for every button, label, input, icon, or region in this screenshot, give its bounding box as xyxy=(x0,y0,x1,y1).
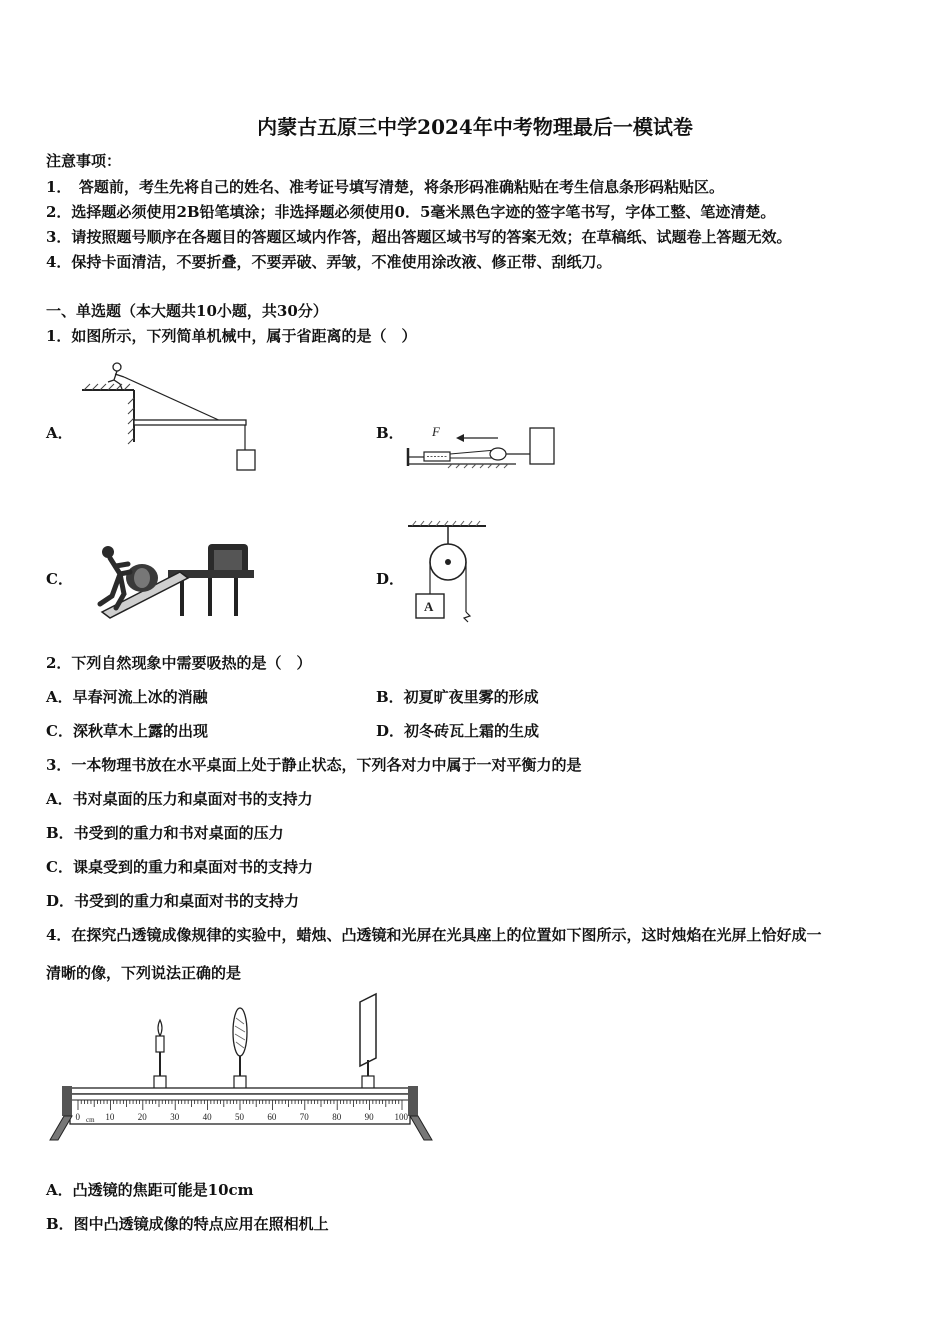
q4-stem-line2: 清晰的像，下列说法正确的是 xyxy=(46,964,242,982)
q2-option-c: C．深秋草木上露的出现 xyxy=(46,722,208,740)
notice-item-3: 3．请按照题号顺序在各题目的答题区域内作答，超出答题区域书写的答案无效；在草稿纸、试题卷上答题无效。 xyxy=(46,228,792,246)
q2-option-a: A．早春河流上冰的消融 xyxy=(46,688,208,706)
q3-option-c: C．课桌受到的重力和桌面对书的支持力 xyxy=(46,858,313,876)
q3-option-d: D．书受到的重力和桌面对书的支持力 xyxy=(46,892,300,910)
q3-option-a: A．书对桌面的压力和桌面对书的支持力 xyxy=(46,790,313,808)
ruler-label: 70 xyxy=(299,1112,309,1122)
q1-stem: 1．如图所示，下列简单机械中，属于省距离的是（ ） xyxy=(46,327,417,345)
q4-option-a: A．凸透镜的焦距可能是10cm xyxy=(46,1181,254,1199)
q1-option-b-label: B． xyxy=(376,424,404,442)
ruler-label: 60 xyxy=(267,1112,277,1122)
q4-option-b: B．图中凸透镜成像的特点应用在照相机上 xyxy=(46,1215,329,1233)
ruler-label: 100 xyxy=(394,1112,408,1122)
notice-item-2: 2．选择题必须使用2B铅笔填涂；非选择题必须使用0．5毫米黑色字迹的签字笔书写，字体工整、笔迹清楚。 xyxy=(46,203,776,221)
q3-stem: 3．一本物理书放在水平桌面上处于静止状态，下列各对力中属于一对平衡力的是 xyxy=(46,756,582,774)
ruler-label: 0 xyxy=(75,1112,80,1122)
ruler-label: 40 xyxy=(202,1112,212,1122)
q2-option-b: B．初夏旷夜里雾的形成 xyxy=(376,688,539,706)
ruler-label: 90 xyxy=(364,1112,374,1122)
q2-option-d: D．初冬砖瓦上霜的生成 xyxy=(376,722,540,740)
q4-stem-line1: 4．在探究凸透镜成像规律的实验中，蜡烛、凸透镜和光屏在光具座上的位置如下图所示，这时烛焰在光屏上恰好成一 xyxy=(46,926,822,944)
q4-figure-optical-bench xyxy=(44,990,438,1146)
q1-figure-d-pulley xyxy=(404,518,494,626)
q1-figure-c-ramp xyxy=(72,538,262,622)
q1-figure-b-force-label: F xyxy=(432,424,440,439)
q1-figure-b-pulley xyxy=(404,420,564,472)
q1-figure-a-lever xyxy=(78,358,268,478)
ruler-label: 80 xyxy=(332,1112,342,1122)
q3-option-b: B．书受到的重力和书对桌面的压力 xyxy=(46,824,284,842)
ruler-label: cm xyxy=(86,1116,95,1124)
q1-figure-d-box-label: A xyxy=(424,599,434,614)
q1-option-c-label: C． xyxy=(46,570,73,588)
q1-option-d-label: D． xyxy=(376,570,405,588)
notice-item-1: 1． 答题前，考生先将自己的姓名、准考证号填写清楚，将条形码准确粘贴在考生信息条形码粘贴区。 xyxy=(46,178,724,196)
page-title: 内蒙古五原三中学2024年中考物理最后一模试卷 xyxy=(257,115,693,139)
ruler-label: 20 xyxy=(137,1112,147,1122)
ruler-label: 50 xyxy=(235,1112,244,1122)
notice-heading: 注意事项： xyxy=(46,152,122,170)
q2-stem: 2．下列自然现象中需要吸热的是（ ） xyxy=(46,654,312,672)
ruler-label: 10 xyxy=(105,1112,115,1122)
q1-option-a-label: A． xyxy=(46,424,73,442)
ruler-label: 30 xyxy=(170,1112,180,1122)
notice-item-4: 4．保持卡面清洁，不要折叠，不要弄破、弄皱，不准使用涂改液、修正带、刮纸刀。 xyxy=(46,253,612,271)
section-heading: 一、单选题（本大题共10小题，共30分） xyxy=(46,302,328,320)
